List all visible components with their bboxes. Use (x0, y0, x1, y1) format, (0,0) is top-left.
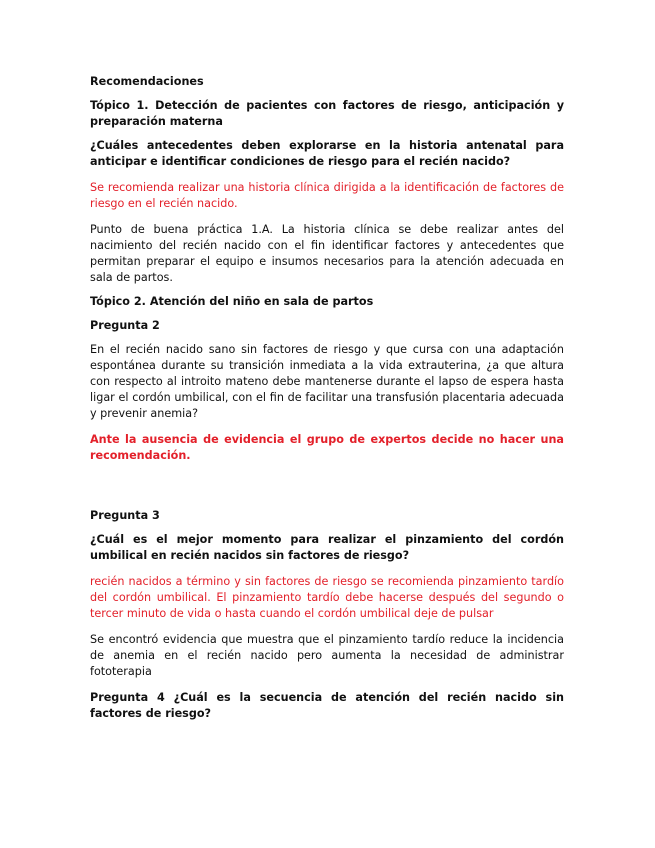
question-3-text: ¿Cuál es el mejor momento para realizar el pinzamiento del cordón umbilical en recién nacidos sin factores de riesgo? (90, 533, 564, 562)
question-3-recommendation: recién nacidos a término y sin factores de riesgo se recomienda pinzamiento tardío del cordón umbilical. El pinzamiento tardío debe hacerse después del segundo o tercer minuto de vida o hasta cuando el cordón umbilical deje de pulsar (90, 575, 564, 620)
question-3-evidence: Se encontró evidencia que muestra que el pinzamiento tardío reduce la incidencia de anemia en el recién nacido pero aumenta la necesidad de administrar fototerapia (90, 633, 564, 678)
document-page (90, 74, 564, 722)
good-practice-point: Punto de buena práctica 1.A. La historia clínica se debe realizar antes del nacimiento del recién nacido con el fin identificar factores y antecedentes que permitan preparar el equipo e insumos necesarios para la atención adecuada en sala de partos. (90, 223, 564, 284)
section-heading: Recomendaciones (90, 75, 204, 88)
topic-1-recommendation: Se recomienda realizar una historia clínica dirigida a la identificación de factores de riesgo en el recién nacido. (90, 181, 564, 210)
topic-2-title: Tópico 2. Atención del niño en sala de partos (90, 295, 374, 308)
question-2-answer: Ante la ausencia de evidencia el grupo de expertos decide no hacer una recomendación. (90, 433, 564, 462)
question-2-label: Pregunta 2 (90, 319, 160, 332)
question-2-text: En el recién nacido sano sin factores de riesgo y que cursa con una adaptación espontánea durante su transición inmediata a la vida extrauterina, ¿a que altura con respecto al introito mateno debe mantenerse durante el lapso de espera hasta ligar el cordón umbilical, con el fin de facilitar una transfusión placentaria adecuada y prevenir anemia? (90, 343, 564, 420)
question-4: Pregunta 4 ¿Cuál es la secuencia de atención del recién nacido sin factores de riesgo? (90, 691, 564, 720)
question-3-label: Pregunta 3 (90, 509, 160, 522)
topic-1-title: Tópico 1. Detección de pacientes con factores de riesgo, anticipación y preparación materna (90, 99, 564, 128)
topic-1-question: ¿Cuáles antecedentes deben explorarse en la historia antenatal para anticipar e identificar condiciones de riesgo para el recién nacido? (90, 139, 564, 168)
